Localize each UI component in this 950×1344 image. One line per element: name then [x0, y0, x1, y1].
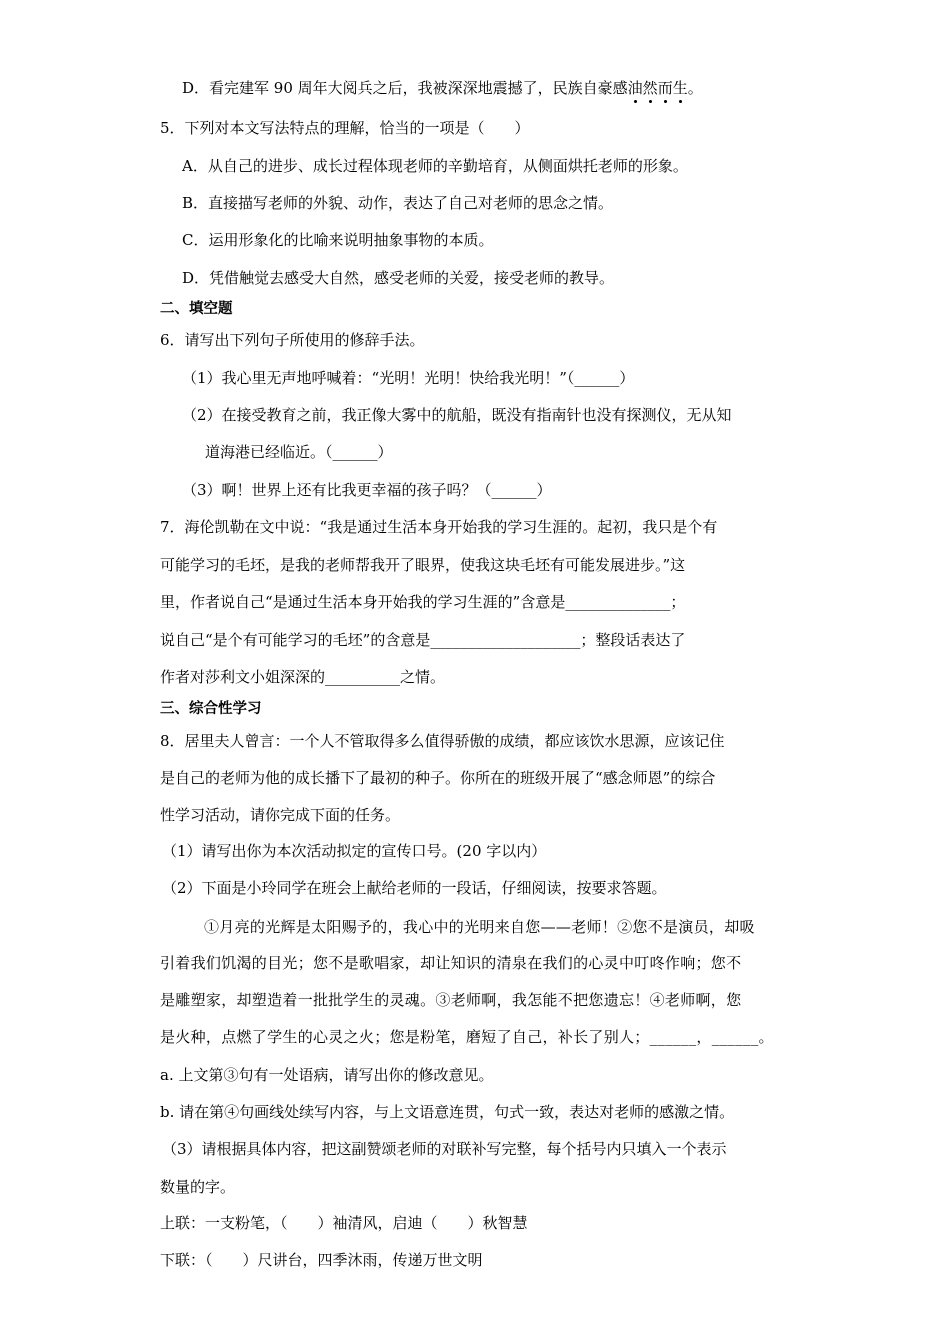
emphasis-char: 然 [642, 79, 658, 97]
emphasis-char: 油 [627, 79, 643, 97]
q5-stem: 5．下列对本文写法特点的理解，恰当的一项是（ ） [160, 119, 530, 137]
section-title-comprehensive: 三、综合性学习 [160, 701, 262, 717]
q6-sentence-2-cont: 道海港已经临近。（______） [205, 443, 393, 461]
emphasis-char: 生 [672, 79, 688, 97]
q8-task-a: a. 上文第③句有一处语病，请写出你的修改意见。 [160, 1066, 494, 1084]
q8-task-b: b. 请在第④句画线处续写内容，与上文语意连贯，句式一致，表达对老师的感激之情。 [160, 1103, 735, 1121]
q6-stem: 6．请写出下列句子所使用的修辞手法。 [160, 331, 425, 349]
q8-part-3: （3）请根据具体内容，把这副赞颂老师的对联补写完整，每个括号内只填入一个表示 [162, 1140, 727, 1158]
couplet-upper: 上联：一支粉笔，（ ）袖清风，启迪（ ）秋智慧 [160, 1214, 528, 1232]
couplet-lower: 下联：（ ）尺讲台，四季沐雨，传递万世文明 [160, 1251, 483, 1269]
passage-line-3: 是雕塑家，却塑造着一批批学生的灵魂。③老师啊，我怎能不把您遗忘！④老师啊，您 [160, 991, 742, 1009]
q5-option-a: A．从自己的进步、成长过程体现老师的辛勤培育，从侧面烘托老师的形象。 [182, 157, 688, 175]
q6-sentence-3: （3）啊！世界上还有比我更幸福的孩子吗？（______） [182, 481, 552, 499]
passage-line-4: 是火种，点燃了学生的心灵之火；您是粉笔，磨短了自己，补长了别人；______，______。 [160, 1028, 774, 1046]
q8-part-2: （2）下面是小玲同学在班会上献给老师的一段话，仔细阅读，按要求答题。 [162, 879, 667, 897]
passage-line-1: ①月亮的光辉是太阳赐予的，我心中的光明来自您——老师！②您不是演员，却吸 [204, 918, 755, 936]
q7-line-3: 里，作者说自己“是通过生活本身开始我的学习生涯的”含意是______________； [160, 593, 686, 611]
q7-line-1: 7．海伦凯勒在文中说：“我是通过生活本身开始我的学习生涯的。起初，我只是个有 [160, 518, 718, 536]
q7-line-4: 说自己“是个有可能学习的毛坯”的含意是____________________；整段话表达了 [160, 631, 686, 649]
q5-option-b: B．直接描写老师的外貌、动作，表达了自己对老师的思念之情。 [182, 194, 614, 212]
passage-line-2: 引着我们饥渴的目光；您不是歌唱家，却让知识的清泉在我们的心灵中叮咚作响；您不 [160, 954, 742, 972]
q8-part-3-cont: 数量的字。 [160, 1178, 236, 1196]
q8-line-2: 是自己的老师为他的成长播下了最初的种子。你所在的班级开展了“感念师恩”的综合 [160, 769, 716, 787]
q7-line-2: 可能学习的毛坯，是我的老师帮我开了眼界，使我这块毛坯有可能发展进步。”这 [160, 556, 686, 574]
q8-part-1: （1）请写出你为本次活动拟定的宣传口号。(20 字以内） [162, 842, 547, 860]
q5-option-d: D．凭借触觉去感受大自然，感受老师的关爱，接受老师的教导。 [182, 269, 615, 287]
section-title-fill-in: 二、填空题 [160, 301, 233, 317]
q8-line-1: 8．居里夫人曾言：一个人不管取得多么值得骄傲的成绩，都应该饮水思源，应该记住 [160, 732, 725, 750]
q5-option-c: C．运用形象化的比喻来说明抽象事物的本质。 [182, 231, 494, 249]
q8-line-3: 性学习活动，请你完成下面的任务。 [160, 806, 401, 824]
q4-option-d: D．看完建军 90 周年大阅兵之后，我被深深地震撼了，民族自豪感油然而生。 [182, 79, 703, 97]
emphasis-char: 而 [657, 79, 673, 97]
q6-sentence-1: （1）我心里无声地呼喊着：“光明！光明！快给我光明！”（______） [182, 369, 635, 387]
q6-sentence-2: （2）在接受教育之前，我正像大雾中的航船，既没有指南针也没有探测仪，无从知 [182, 406, 732, 424]
q7-line-5: 作者对莎利文小姐深深的__________之情。 [160, 668, 446, 686]
